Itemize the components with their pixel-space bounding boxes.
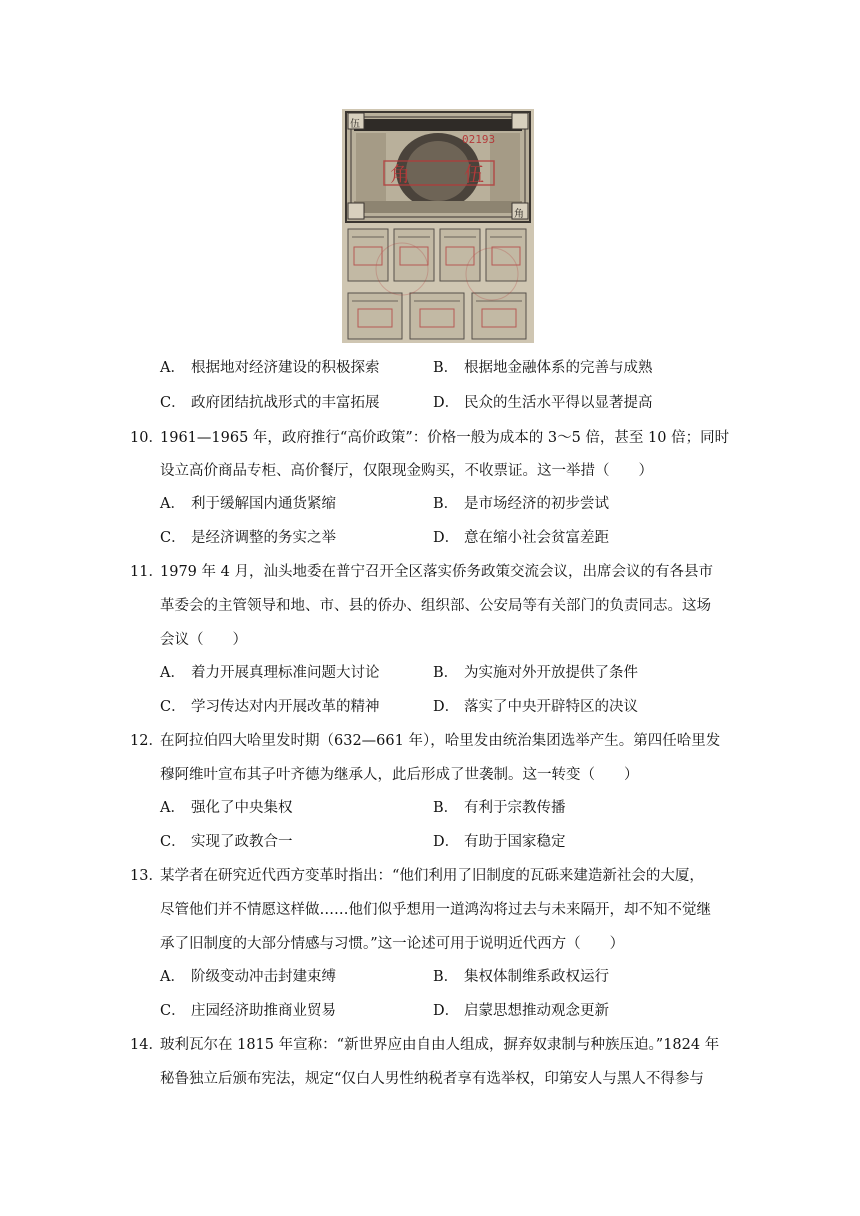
q9-option-b: B． 根据地金融体系的完善与成熟	[433, 360, 653, 376]
question-13-line-3: 承了旧制度的大部分情感与习惯。”这一论述可用于说明近代西方（ ）	[160, 936, 625, 952]
coupon-denomination-left: 角	[390, 162, 410, 186]
q10-option-d: D． 意在缩小社会贫富差距	[433, 530, 609, 546]
coupon-denomination-right: 伍	[464, 162, 484, 186]
question-11: 11．1979 年 4 月，汕头地委在普宁召开全区落实侨务政策交流会议，出席会议的有各县市	[130, 564, 713, 580]
q12-option-a: A． 强化了中央集权	[160, 800, 293, 816]
coupon-drawing	[342, 109, 534, 343]
q9-option-a: A． 根据地对经济建设的积极探索	[160, 360, 380, 376]
coupon-corner-bottom-text: 角	[514, 209, 524, 220]
q10-option-a: A． 利于缓解国内通货紧缩	[160, 496, 336, 512]
q11-option-c: C． 学习传达对内开展改革的精神	[160, 699, 380, 715]
q12-option-c: C． 实现了政教合一	[160, 834, 293, 850]
question-10: 10．1961—1965 年，政府推行“高价政策”：价格一般为成本的 3～5 倍，甚至 10 倍；同时	[130, 430, 730, 446]
currency-coupon-image	[342, 109, 534, 343]
question-13-line-2: 尽管他们并不情愿这样做……他们似乎想用一道鸿沟将过去与未来隔开，却不知不觉继	[160, 902, 711, 918]
q10-option-b: B． 是市场经济的初步尝试	[433, 496, 609, 512]
coupon-serial: 02193	[462, 133, 496, 146]
question-14-line-2: 秘鲁独立后颁布宪法，规定“仅白人男性纳税者享有选举权，印第安人与黑人不得参与	[160, 1071, 704, 1087]
question-11-line-3: 会议（ ）	[160, 632, 247, 648]
q11-option-d: D． 落实了中央开辟特区的决议	[433, 699, 638, 715]
q9-option-c: C． 政府团结抗战形式的丰富拓展	[160, 395, 380, 411]
q12-option-b: B． 有利于宗教传播	[433, 800, 566, 816]
question-11-line-2: 革委会的主管领导和地、市、县的侨办、组织部、公安局等有关部门的负责同志。这场	[160, 598, 711, 614]
question-14: 14．玻利瓦尔在 1815 年宣称：“新世界应由自由人组成，摒弃奴隶制与种族压迫。”1824 年	[130, 1037, 720, 1053]
question-10-line-2: 设立高价商品专柜、高价餐厅，仅限现金购买，不收票证。这一举措（ ）	[160, 463, 653, 479]
q11-option-b: B． 为实施对外开放提供了条件	[433, 665, 638, 681]
q11-option-a: A． 着力开展真理标准问题大讨论	[160, 665, 380, 681]
question-12: 12．在阿拉伯四大哈里发时期（632—661 年），哈里发由统治集团选举产生。第四任哈里发	[130, 733, 721, 749]
question-12-line-2: 穆阿维叶宣布其子叶齐德为继承人，此后形成了世袭制。这一转变（ ）	[160, 767, 639, 783]
q13-option-a: A． 阶级变动冲击封建束缚	[160, 969, 336, 985]
coupon-corner-text: 伍	[350, 119, 360, 130]
question-13: 13．某学者在研究近代西方变革时指出：“他们利用了旧制度的瓦砾来建造新社会的大厦，	[130, 868, 704, 884]
q10-option-c: C． 是经济调整的务实之举	[160, 530, 336, 546]
q13-option-c: C． 庄园经济助推商业贸易	[160, 1003, 336, 1019]
q13-option-d: D． 启蒙思想推动观念更新	[433, 1003, 609, 1019]
q9-option-d: D． 民众的生活水平得以显著提高	[433, 395, 653, 411]
q12-option-d: D． 有助于国家稳定	[433, 834, 566, 850]
q13-option-b: B． 集权体制维系政权运行	[433, 969, 609, 985]
